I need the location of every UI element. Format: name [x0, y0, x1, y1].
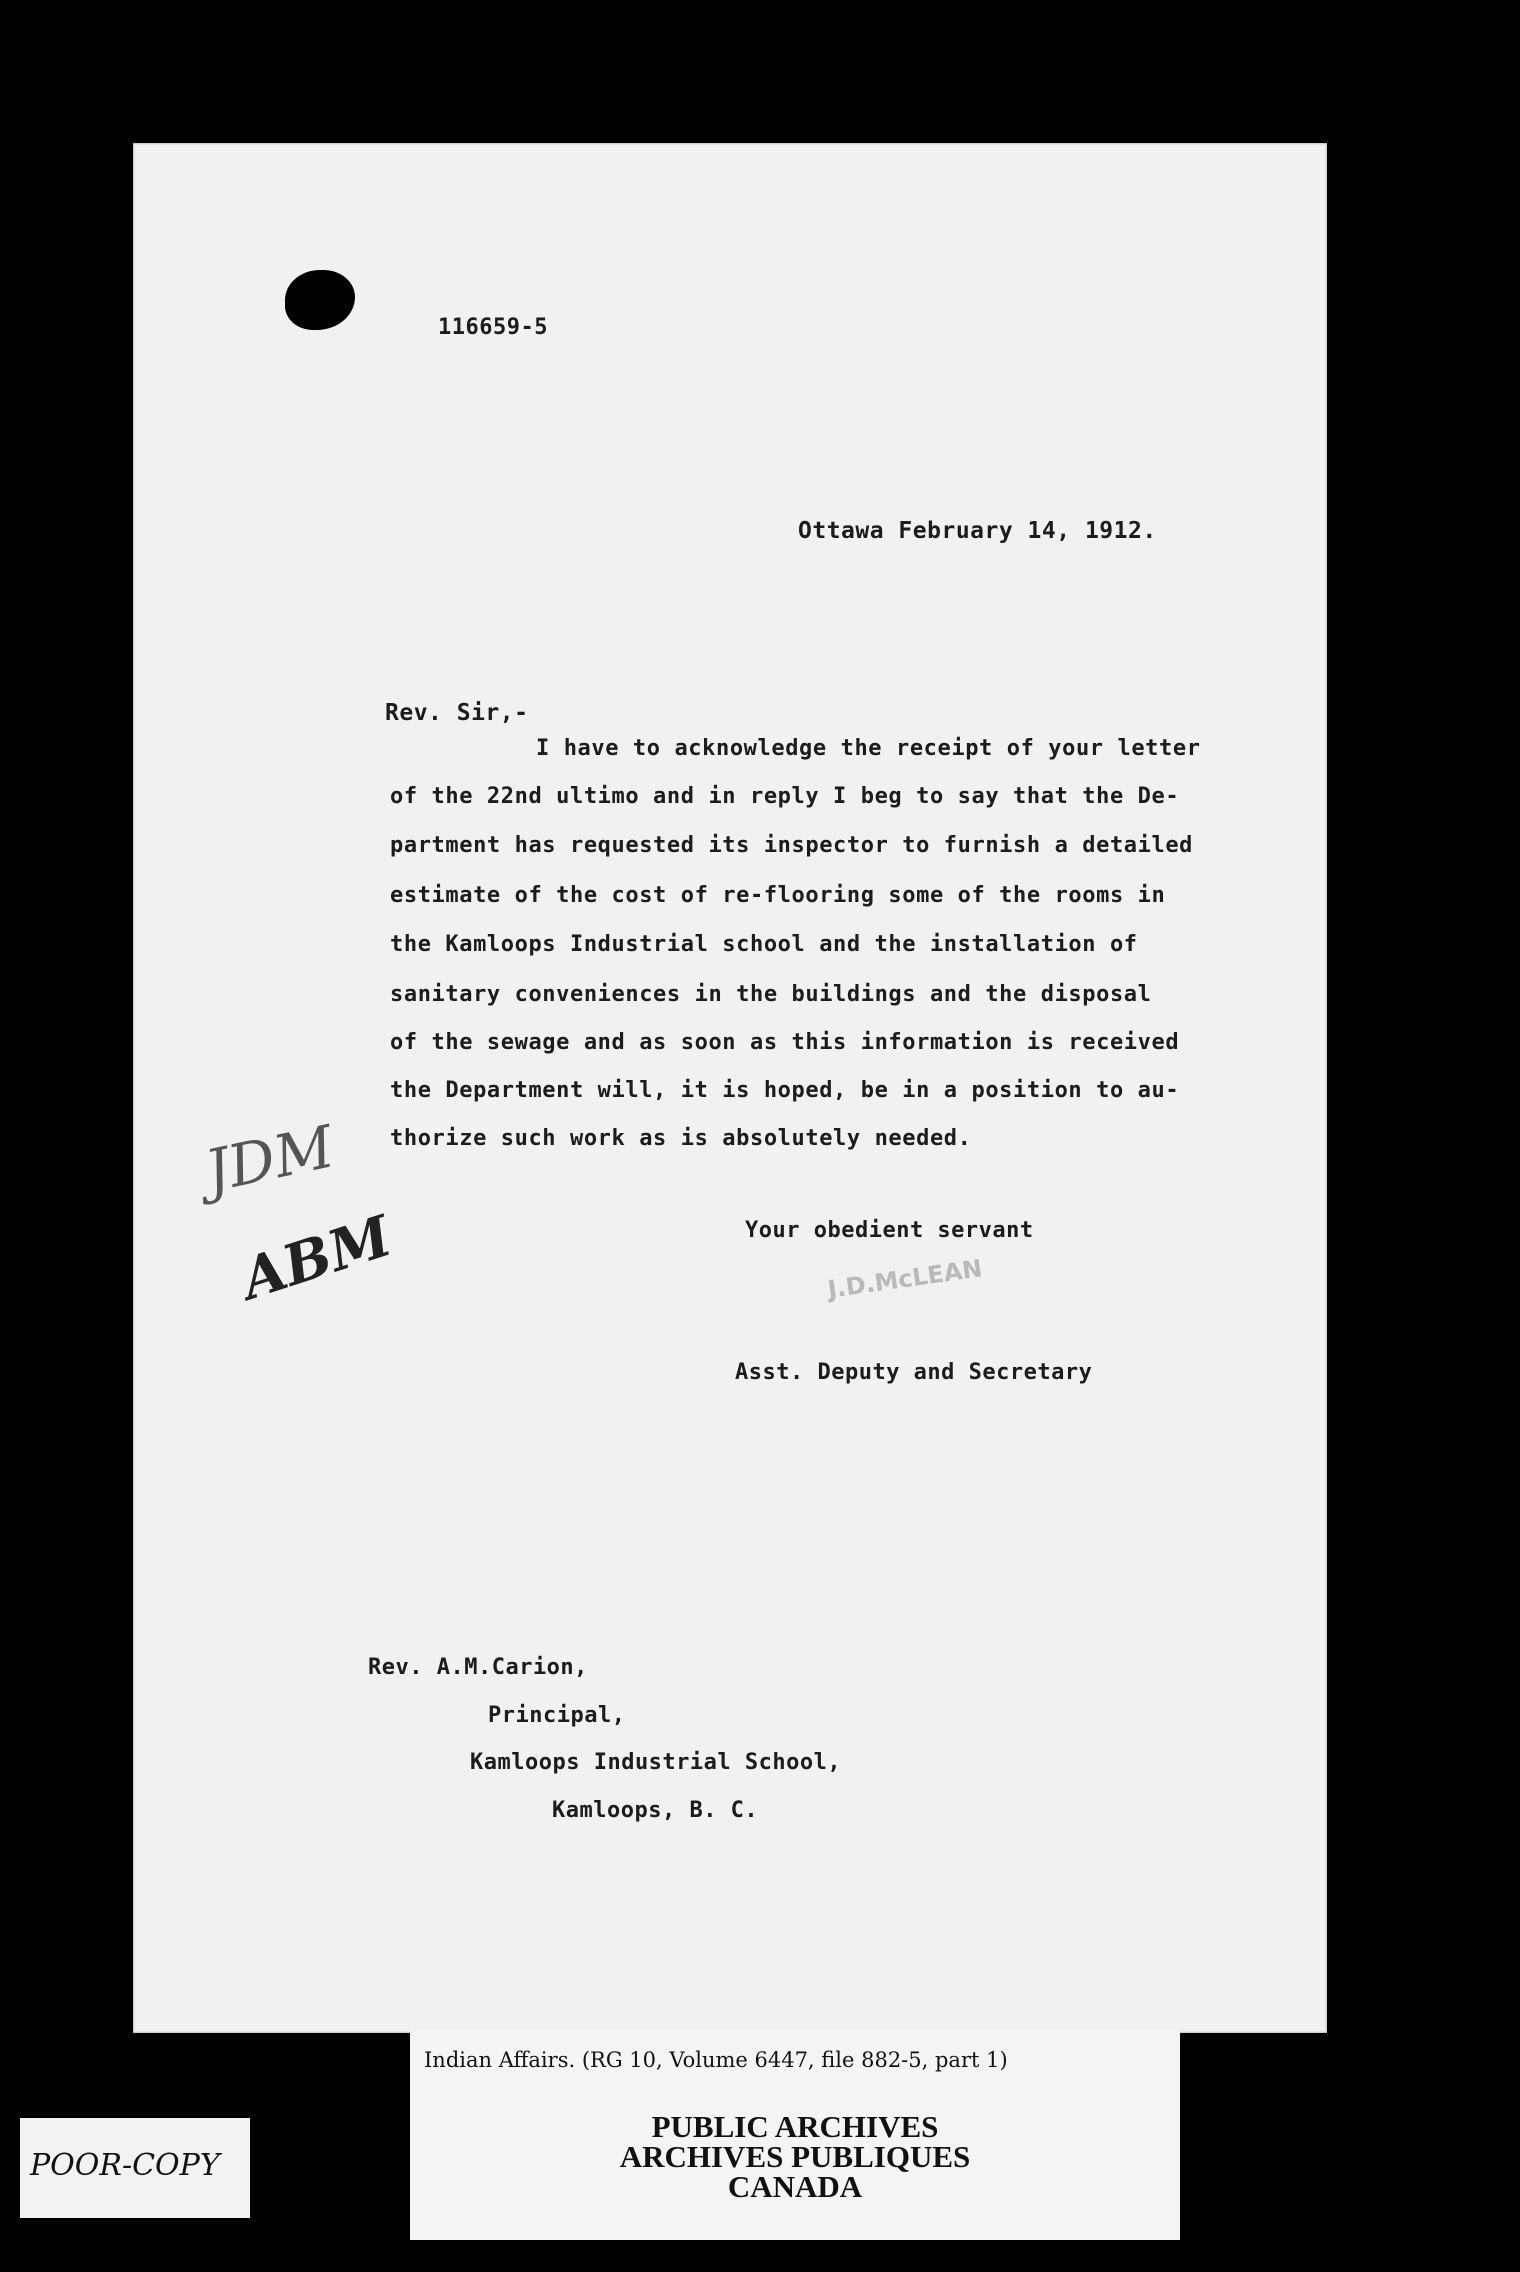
archive-line: PUBLIC ARCHIVES	[651, 2109, 939, 2144]
body-line: sanitary conveniences in the buildings and the disposal	[390, 982, 1152, 1007]
address-line: Principal,	[488, 1703, 626, 1728]
archive-line: CANADA	[727, 2169, 863, 2204]
body-line: I have to acknowledge the receipt of your letter	[536, 736, 1201, 761]
body-line: of the sewage and as soon as this information is received	[390, 1030, 1180, 1055]
salutation: Rev. Sir,-	[385, 700, 529, 726]
handwritten-initials-1: JDM	[199, 1112, 340, 1206]
archive-citation: Indian Affairs. (RG 10, Volume 6447, file 882-5, part 1)	[424, 2048, 1008, 2072]
body-line: the Kamloops Industrial school and the installation of	[390, 932, 1138, 957]
file-number: 116659-5	[438, 315, 548, 340]
archive-line: ARCHIVES PUBLIQUES	[619, 2139, 971, 2174]
body-line: thorize such work as is absolutely needed.	[390, 1126, 972, 1151]
address-line: Kamloops Industrial School,	[470, 1750, 842, 1775]
address-line: Rev. A.M.Carion,	[368, 1655, 588, 1680]
closing: Your obedient servant	[745, 1218, 1034, 1243]
signature-stamp: J.D.McLEAN	[826, 1254, 984, 1304]
date-line: Ottawa February 14, 1912.	[798, 518, 1157, 544]
body-line: of the 22nd ultimo and in reply I beg to say that the De-	[390, 784, 1180, 809]
signature-title: Asst. Deputy and Secretary	[735, 1360, 1093, 1385]
body-line: partment has requested its inspector to furnish a detailed	[390, 833, 1194, 858]
poor-copy-label: POOR-COPY	[30, 2148, 220, 2183]
body-line: the Department will, it is hoped, be in a position to au-	[390, 1078, 1180, 1103]
address-line: Kamloops, B. C.	[552, 1798, 759, 1823]
archive-label	[410, 2100, 1180, 2240]
body-line: estimate of the cost of re-flooring some of the rooms in	[390, 883, 1166, 908]
handwritten-initials-2: ABM	[233, 1203, 400, 1313]
